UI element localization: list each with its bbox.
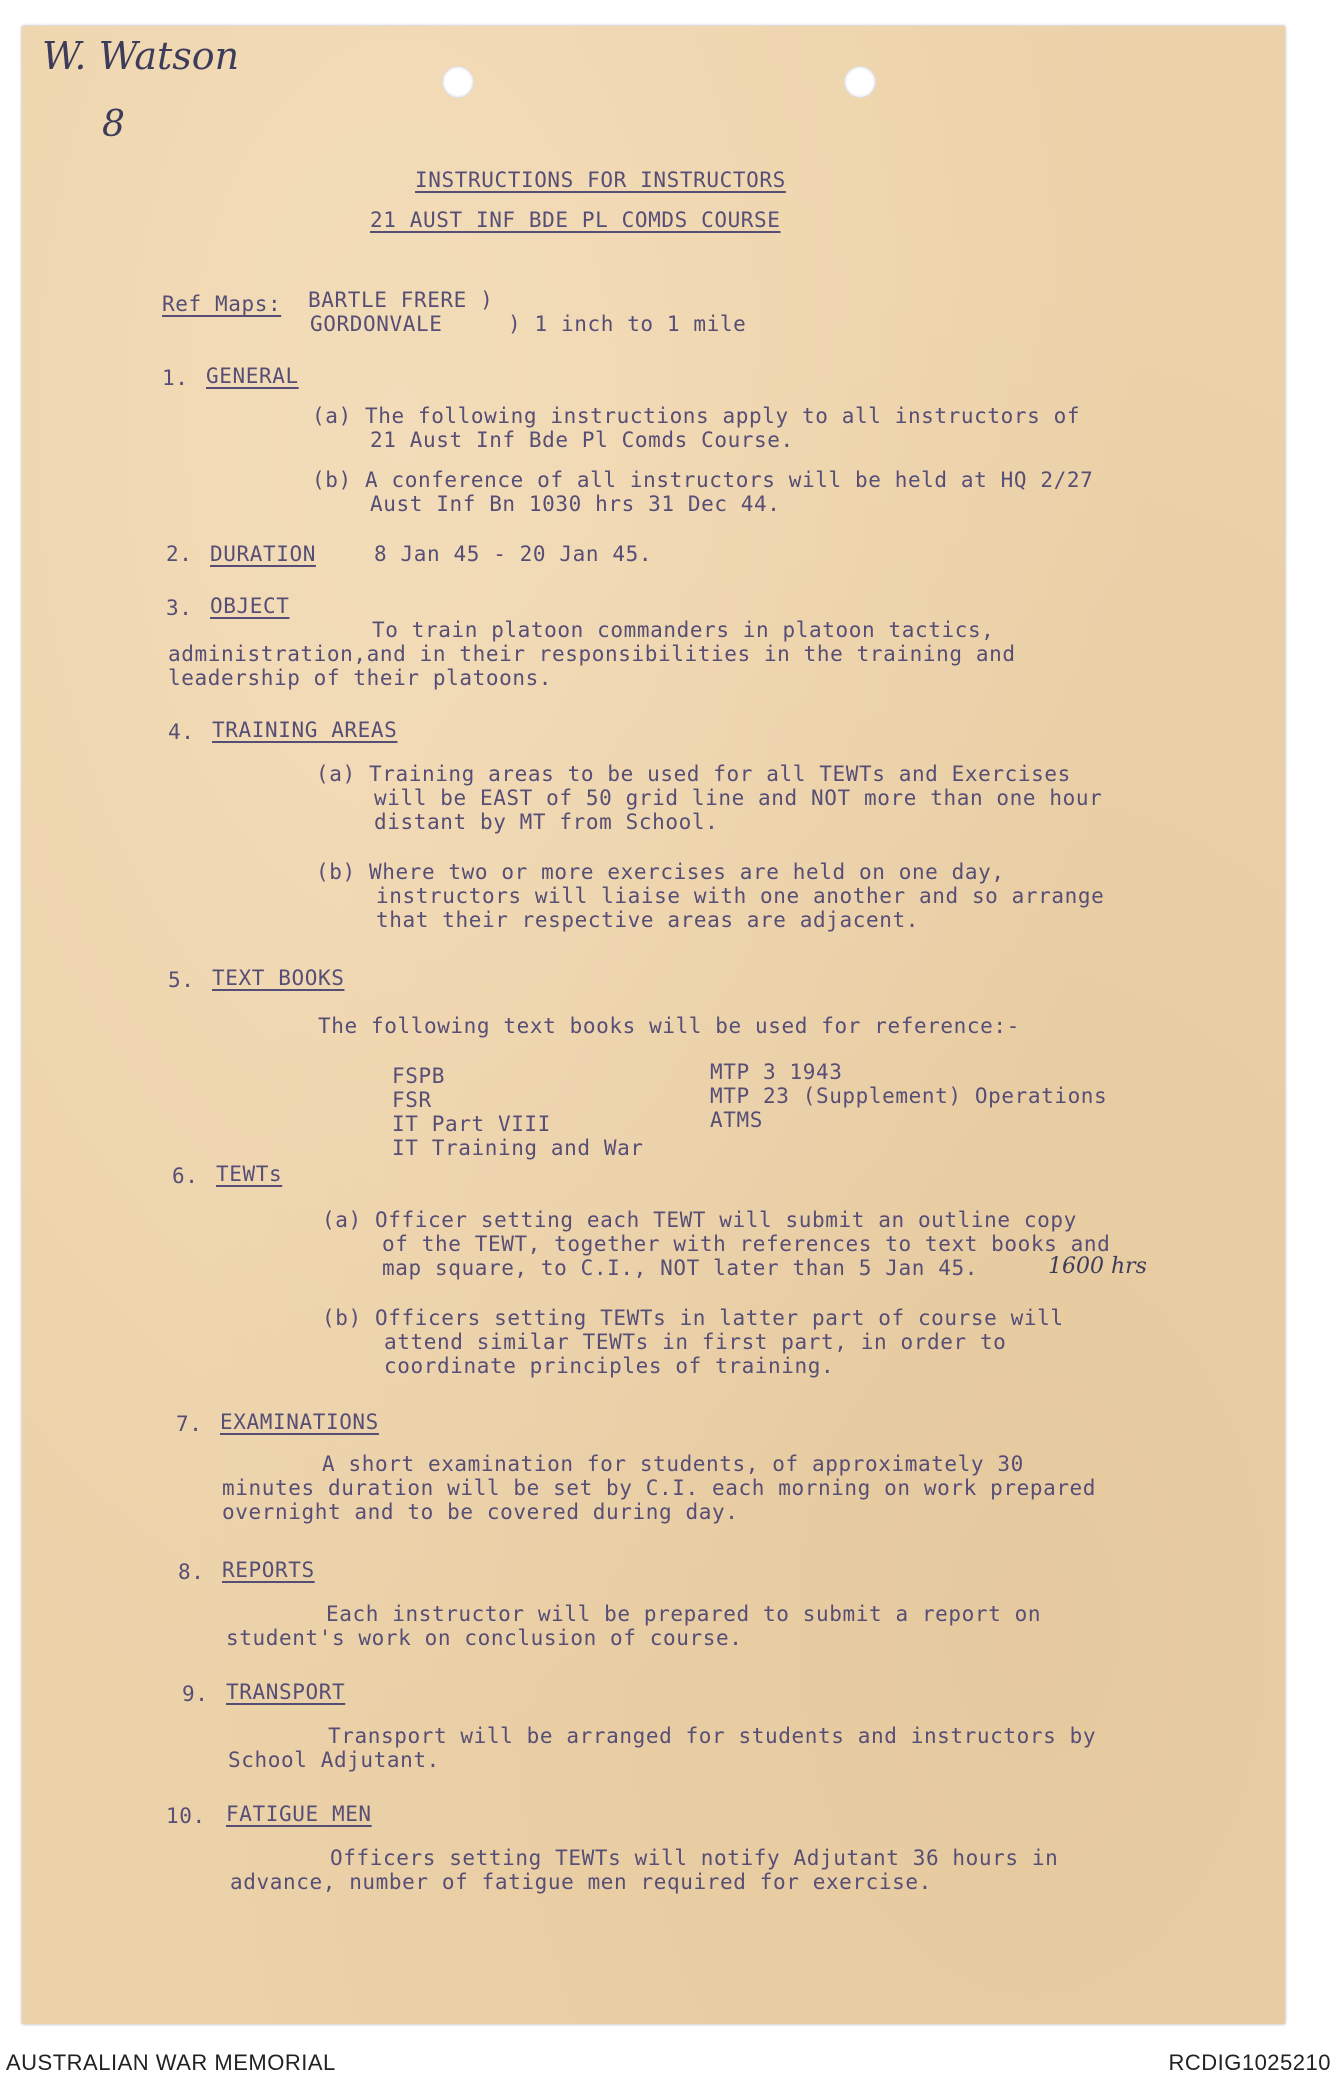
section-1-a-line-2: 21 Aust Inf Bde Pl Comds Course. xyxy=(370,428,794,452)
section-9-line-2: School Adjutant. xyxy=(228,1748,440,1772)
section-7-heading: EXAMINATIONS xyxy=(220,1410,379,1434)
section-8-line-1: Each instructor will be prepared to submit a report on xyxy=(326,1602,1042,1626)
section-10-line-1: Officers setting TEWTs will notify Adjutant 36 hours in xyxy=(330,1846,1059,1870)
section-6-heading: TEWTs xyxy=(216,1162,283,1186)
ref-map-1: BARTLE FRERE ) xyxy=(308,288,494,312)
section-8-number: 8. xyxy=(178,1560,205,1584)
footer-right: RCDIG1025210 xyxy=(1168,2050,1331,2075)
section-4-a-line-1: (a) Training areas to be used for all TEWTs and Exercises xyxy=(316,762,1071,786)
section-6-b-line-1: (b) Officers setting TEWTs in latter part of course will xyxy=(322,1306,1064,1330)
section-9-heading: TRANSPORT xyxy=(226,1680,346,1704)
section-6-b-line-2: attend similar TEWTs in first part, in order to xyxy=(384,1330,1007,1354)
punch-hole-right xyxy=(844,66,876,98)
section-3-heading: OBJECT xyxy=(210,594,290,618)
section-7-line-2: minutes duration will be set by C.I. each morning on work prepared xyxy=(222,1476,1097,1500)
text-book-left-2: FSR xyxy=(392,1088,432,1112)
section-2-text: 8 Jan 45 - 20 Jan 45. xyxy=(374,542,653,566)
ref-map-2: GORDONVALE xyxy=(310,312,443,336)
title-line-2: 21 AUST INF BDE PL COMDS COURSE xyxy=(370,208,781,232)
section-9-line-1: Transport will be arranged for students and instructors by xyxy=(328,1724,1097,1748)
section-6-b-line-3: coordinate principles of training. xyxy=(384,1354,835,1378)
section-4-a-line-2: will be EAST of 50 grid line and NOT more than one hour xyxy=(374,786,1103,810)
section-4-b-line-2: instructors will liaise with one another and so arrange xyxy=(376,884,1105,908)
text-book-right-3: ATMS xyxy=(710,1108,763,1132)
section-6-a-line-2: of the TEWT, together with references to text books and xyxy=(382,1232,1111,1256)
section-7-line-1: A short examination for students, of approximately 30 xyxy=(322,1452,1024,1476)
section-1-b-line-1: (b) A conference of all instructors will be held at HQ 2/27 xyxy=(312,468,1094,492)
section-4-number: 4. xyxy=(168,720,195,744)
section-4-b-line-3: that their respective areas are adjacent. xyxy=(376,908,919,932)
footer-left: AUSTRALIAN WAR MEMORIAL xyxy=(6,2050,336,2075)
section-1-b-line-2: Aust Inf Bn 1030 hrs 31 Dec 44. xyxy=(370,492,781,516)
ref-map-scale: ) 1 inch to 1 mile xyxy=(508,312,747,336)
section-1-number: 1. xyxy=(162,366,189,390)
title-line-1: INSTRUCTIONS FOR INSTRUCTORS xyxy=(415,168,786,192)
text-book-left-1: FSPB xyxy=(392,1064,445,1088)
handwritten-name: W. Watson xyxy=(42,34,240,78)
section-3-number: 3. xyxy=(166,596,193,620)
document-page xyxy=(22,26,1285,2024)
punch-hole-left xyxy=(442,66,474,98)
section-6-number: 6. xyxy=(172,1164,199,1188)
text-book-left-3: IT Part VIII xyxy=(392,1112,551,1136)
section-4-b-line-1: (b) Where two or more exercises are held on one day, xyxy=(316,860,1005,884)
ref-maps-label: Ref Maps: xyxy=(162,292,282,316)
text-book-right-1: MTP 3 1943 xyxy=(710,1060,843,1084)
section-5-heading: TEXT BOOKS xyxy=(212,966,345,990)
handwritten-time-note: 1600 hrs xyxy=(1048,1254,1147,1279)
section-7-line-3: overnight and to be covered during day. xyxy=(222,1500,739,1524)
section-8-line-2: student's work on conclusion of course. xyxy=(226,1626,743,1650)
handwritten-number: 8 xyxy=(102,104,125,145)
section-3-line-3: leadership of their platoons. xyxy=(168,666,553,690)
section-4-a-line-3: distant by MT from School. xyxy=(374,810,719,834)
section-3-line-2: administration,and in their responsibilities in the training and xyxy=(168,642,1016,666)
section-5-intro: The following text books will be used for reference:- xyxy=(318,1014,1020,1038)
section-2-heading: DURATION xyxy=(210,542,316,566)
section-9-number: 9. xyxy=(182,1682,209,1706)
section-10-number: 10. xyxy=(166,1804,206,1828)
section-7-number: 7. xyxy=(176,1412,203,1436)
section-3-line-1: To train platoon commanders in platoon tactics, xyxy=(372,618,995,642)
text-book-left-4: IT Training and War xyxy=(392,1136,644,1160)
section-8-heading: REPORTS xyxy=(222,1558,315,1582)
section-1-heading: GENERAL xyxy=(206,364,299,388)
section-5-number: 5. xyxy=(168,968,195,992)
section-10-heading: FATIGUE MEN xyxy=(226,1802,372,1826)
section-6-a-line-1: (a) Officer setting each TEWT will submit an outline copy xyxy=(322,1208,1077,1232)
section-6-a-line-3: map square, to C.I., NOT later than 5 Jan 45. xyxy=(382,1256,978,1280)
section-4-heading: TRAINING AREAS xyxy=(212,718,398,742)
text-book-right-2: MTP 23 (Supplement) Operations xyxy=(710,1084,1108,1108)
section-2-number: 2. xyxy=(166,542,193,566)
section-1-a-line-1: (a) The following instructions apply to all instructors of xyxy=(312,404,1081,428)
section-10-line-2: advance, number of fatigue men required for exercise. xyxy=(230,1870,932,1894)
